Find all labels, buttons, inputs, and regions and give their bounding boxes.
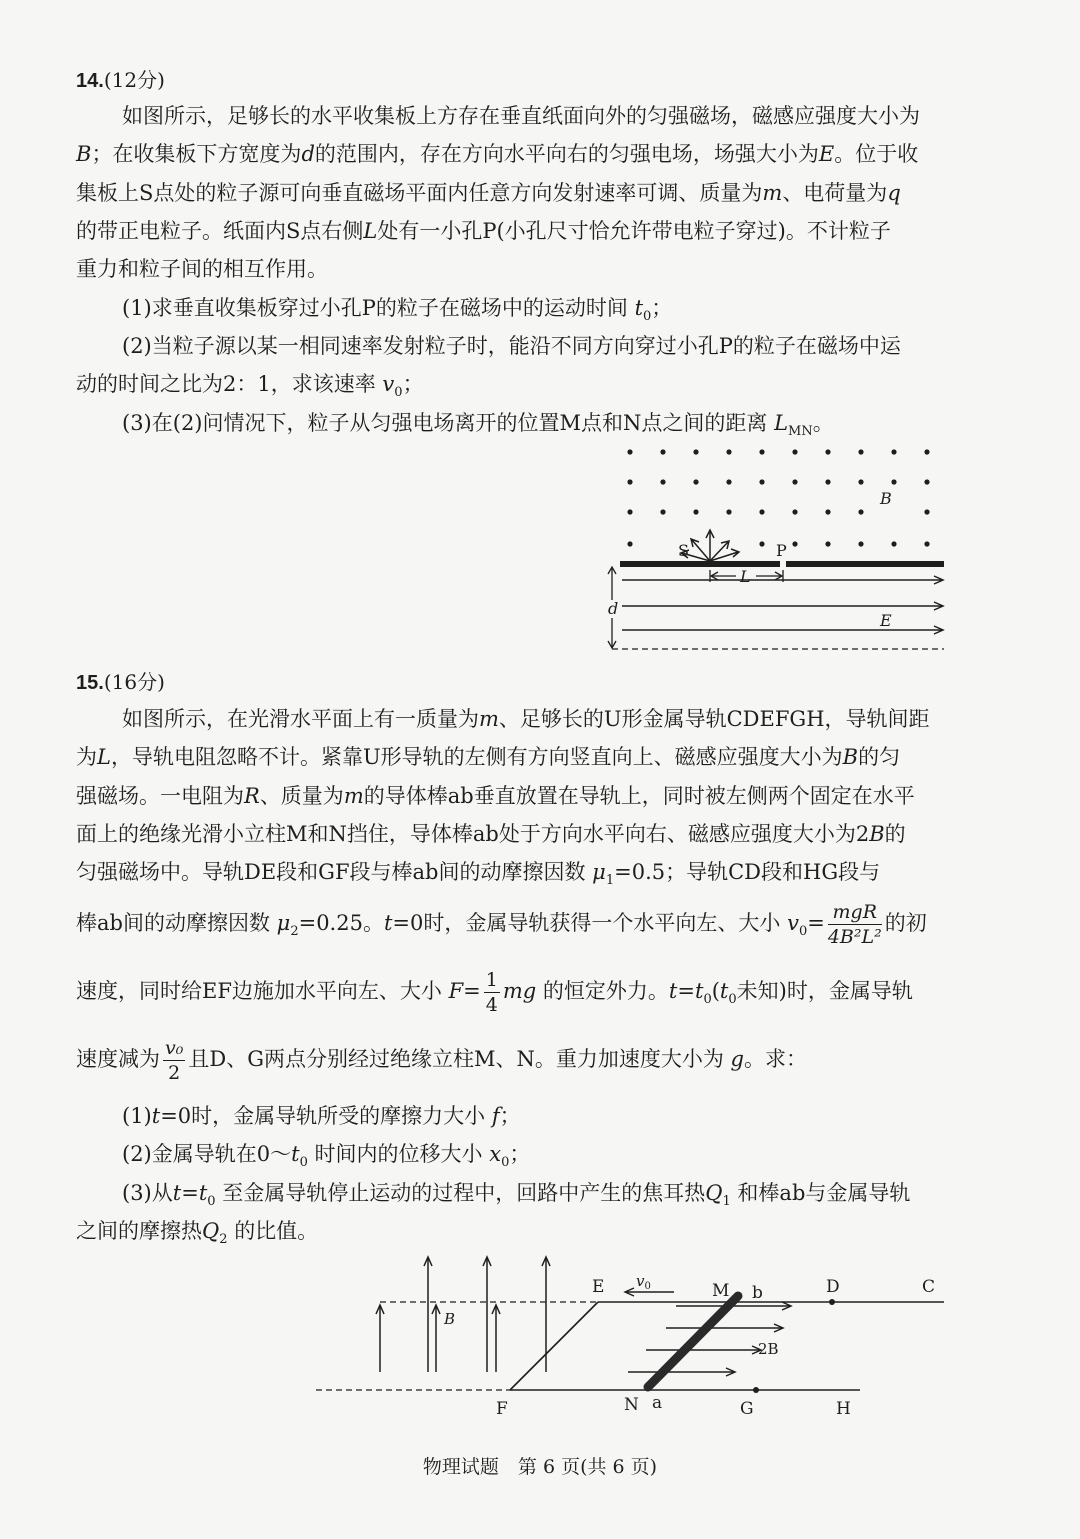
point-C-label: C	[922, 1277, 936, 1297]
q14-figure	[600, 440, 960, 660]
q15-line6: 棒ab间的动摩擦因数 $\mu_2=0.25$。t=0时，金属导轨获得一个水平向左、大小 $v_0=$ $\frac{\text{mgR}}{\text{4B²L²}}$ 的初	[76, 901, 927, 948]
q14-intro-line4: 的带正电粒子。纸面内S点右侧L处有一小孔P(小孔尺寸恰允许带电粒子穿过)。不计粒子	[76, 219, 891, 243]
pillar-G	[753, 1387, 759, 1393]
electric-field-arrows	[622, 576, 943, 634]
q15-line7: 速度，同时给EF边施加水平向左、大小 F= $\frac{1}{4}$ mg 的恒定外力。$t=t_0(t_0$未知)时，金属导轨	[76, 969, 913, 1016]
field-dot	[825, 449, 830, 454]
q15-score: (16分)	[103, 670, 165, 694]
point-F-label: F	[496, 1399, 508, 1419]
rod-end-b-label: b	[752, 1283, 763, 1303]
field-dot	[759, 541, 764, 546]
field-dot	[726, 449, 731, 454]
field-dot	[660, 449, 665, 454]
q15-line2: 为L，导轨电阻忽略不计。紧靠U形导轨的左侧有方向竖直向上、磁感应强度大小为B的匀	[76, 745, 901, 769]
q15-line3: 强磁场。一电阻为R、质量为m的导体棒ab垂直放置在导轨上，同时被左侧两个固定在水平	[76, 784, 915, 808]
q15-line1: 如图所示，在光滑水平面上有一质量为m、足够长的U形金属导轨CDEFGH，导轨间距	[122, 707, 930, 731]
hole-P-label: P	[776, 541, 787, 560]
field-dot	[726, 479, 731, 484]
rod-end-a-label: a	[652, 1393, 663, 1413]
half-v0-fraction: $\frac{\text{v₀}}{2}$	[165, 1037, 184, 1084]
field-dot	[924, 541, 929, 546]
field-2B-arrows	[628, 1302, 791, 1376]
pillar-D	[829, 1299, 835, 1305]
field-dot	[825, 509, 830, 514]
field-dot	[858, 541, 863, 546]
point-D-label: D	[826, 1277, 840, 1297]
field-E-label: E	[880, 611, 892, 630]
field-dot	[627, 541, 632, 546]
point-H-label: H	[836, 1399, 851, 1419]
q14-number: 14.	[76, 70, 104, 92]
q14-header	[76, 64, 165, 93]
q14-intro-line1: 如图所示，足够长的水平收集板上方存在垂直纸面向外的匀强磁场，磁感应强度大小为	[122, 104, 920, 128]
velocity-v0-label: $v_0$	[636, 1272, 651, 1292]
distance-L-label: L	[740, 567, 751, 586]
field-dot	[627, 479, 632, 484]
q15-sub3-line2: 之间的摩擦热$Q_2$ 的比值。	[76, 1219, 319, 1248]
point-G-label: G	[740, 1399, 754, 1419]
field-B-label: B	[444, 1310, 456, 1328]
field-dot	[891, 479, 896, 484]
field-dot	[825, 479, 830, 484]
q14-intro-line3: 集板上S点处的粒子源可向垂直磁场平面内任意方向发射速率可调、质量为m、电荷量为q	[76, 181, 901, 205]
q14-sub3: (3)在(2)问情况下，粒子从匀强电场离开的位置M点和N点之间的距离 $L_{MN}$。	[122, 411, 834, 440]
field-dot	[858, 449, 863, 454]
q15-sub3-line1: (3)从$t=t_0$ 至金属导轨停止运动的过程中，回路中产生的焦耳热$Q_1$ 和棒ab与金属导轨	[122, 1181, 911, 1210]
q14-score: (12分)	[103, 68, 165, 92]
q15-sub2: (2)金属导轨在$0\sim t_0$ 时间内的位移大小 $x_0$；	[122, 1142, 531, 1171]
field-dot	[792, 449, 797, 454]
field-B-label: B	[880, 489, 892, 508]
q15-sub1: (1)t=0时，金属导轨所受的摩擦力大小 f；	[122, 1104, 521, 1128]
q15-line8: 速度减为 $\frac{\text{v₀}}{2}$ 且D、G两点分别经过绝缘立柱M、N。重力加速度大小为 g。求：	[76, 1037, 807, 1084]
q15-figure	[310, 1250, 960, 1425]
field-dot	[891, 541, 896, 546]
field-dot	[858, 479, 863, 484]
field-dot	[924, 509, 929, 514]
q14-sub2-line1: (2)当粒子源以某一相同速率发射粒子时，能沿不同方向穿过小孔P的粒子在磁场中运	[122, 334, 901, 358]
q15-line5: 匀强磁场中。导轨DE段和GF段与棒ab间的动摩擦因数 $\mu_1=0.5$；导轨CD段和HG段与	[76, 860, 881, 889]
width-d-label: d	[608, 599, 619, 618]
field-dot	[627, 449, 632, 454]
point-S-label: S	[678, 541, 689, 560]
q14-intro-line5: 重力和粒子间的相互作用。	[76, 257, 328, 281]
q15-line4: 面上的绝缘光滑小立柱M和N挡住，导体棒ab处于方向水平向右、磁感应强度大小为2B的	[76, 822, 906, 846]
q15-number: 15.	[76, 672, 104, 694]
v0-fraction: $\frac{\text{mgR}}{\text{4B²L²}}$	[827, 901, 882, 948]
force-fraction: $\frac{1}{4}$	[485, 969, 498, 1016]
field-dot	[759, 509, 764, 514]
field-2B-label: 2B	[758, 1340, 779, 1358]
u-rail	[510, 1302, 944, 1390]
field-dot	[759, 449, 764, 454]
field-dot	[858, 509, 863, 514]
collector-plate-right	[786, 561, 944, 567]
field-dot	[759, 479, 764, 484]
field-dot	[891, 449, 896, 454]
page-footer: 物理试题 第 6 页(共 6 页)	[422, 1456, 658, 1478]
q14-sub1: (1)求垂直收集板穿过小孔P的粒子在磁场中的运动时间 $t_0$；	[122, 296, 673, 325]
field-dot	[792, 541, 797, 546]
field-dot	[924, 479, 929, 484]
pillar-M-label: M	[712, 1281, 730, 1301]
field-dot	[627, 509, 632, 514]
field-dot	[693, 449, 698, 454]
field-dot	[924, 449, 929, 454]
field-dot	[660, 509, 665, 514]
q14-sub2-line2: 动的时间之比为2：1，求该速率 $v_0$；	[76, 372, 424, 401]
point-E-label: E	[592, 1277, 605, 1297]
field-dot	[693, 479, 698, 484]
field-dot	[693, 509, 698, 514]
q14-intro-line2: B；在收集板下方宽度为d的范围内，存在方向水平向右的匀强电场，场强大小为E。位于收	[76, 142, 919, 166]
pillar-N-label: N	[624, 1395, 639, 1415]
conductor-rod-ab	[648, 1296, 738, 1387]
collector-plate	[620, 561, 780, 567]
field-dot	[792, 479, 797, 484]
field-dot	[825, 541, 830, 546]
q15-header	[76, 666, 165, 695]
particle-velocity-arrows	[681, 530, 739, 561]
field-dot	[792, 509, 797, 514]
field-dot	[660, 479, 665, 484]
field-B-up-arrows	[376, 1257, 550, 1372]
field-dot	[726, 509, 731, 514]
